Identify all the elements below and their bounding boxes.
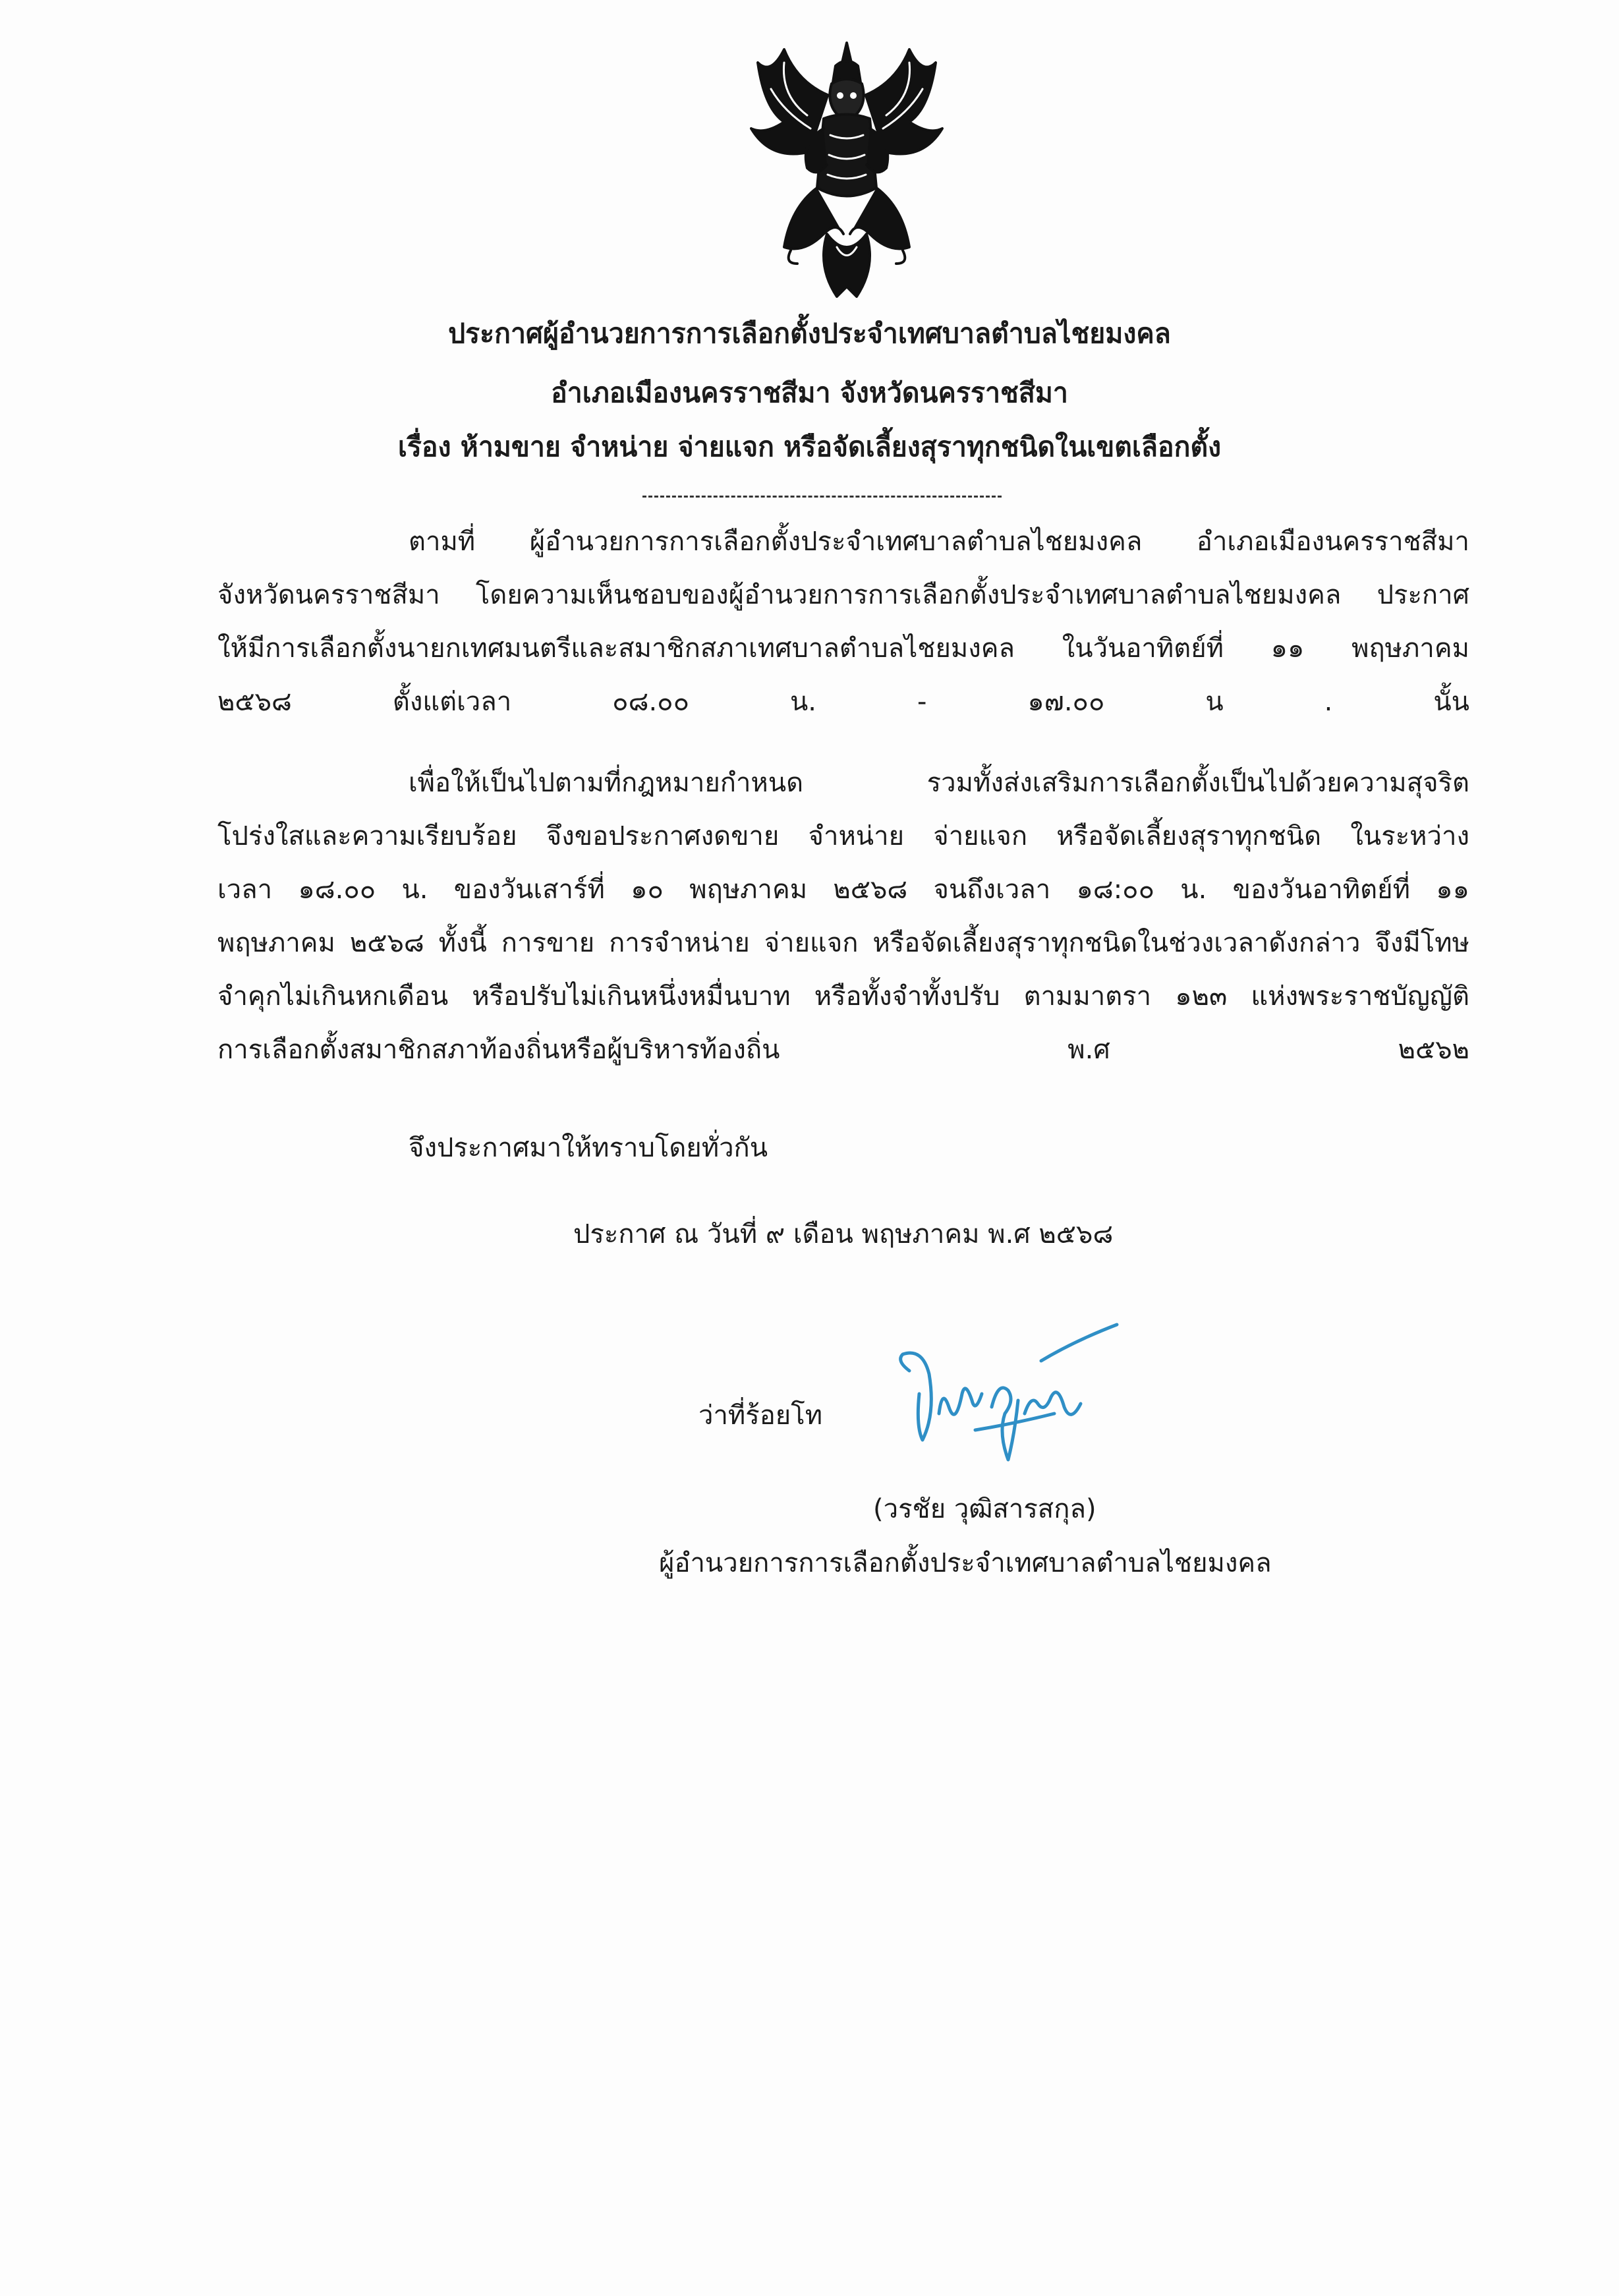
paragraph-1-line-3: ให้มีการเลือกตั้งนายกเทศมนตรีและสมาชิกสภาเทศบาลตำบลไชยมงคล ในวันอาทิตย์ที่ ๑๑ พฤษภาคม <box>217 633 1469 664</box>
paragraph-2-line-3: เวลา ๑๘.๐๐ น. ของวันเสาร์ที่ ๑๐ พฤษภาคม ๒๕๖๘ จนถึงเวลา ๑๘:๐๐ น. ของวันอาทิตย์ที่ ๑๑ <box>217 875 1470 905</box>
announcement-title: ประกาศผู้อำนวยการการเลือกตั้งประจำเทศบาลตำบลไชยมงคล <box>448 318 1171 349</box>
paragraph-1-line-4: ๒๕๖๘ ตั้งแต่เวลา ๐๘.๐๐ น. - ๑๗.๐๐ น . นั้น <box>217 687 1469 717</box>
announcement-date: ประกาศ ณ วันที่ ๙ เดือน พฤษภาคม พ.ศ ๒๕๖๘ <box>573 1219 1114 1249</box>
paragraph-2-line-4: พฤษภาคม ๒๕๖๘ ทั้งนี้ การขาย การจำหน่าย จ่ายแจก หรือจัดเลี้ยงสุราทุกชนิดในช่วงเวลาดังกล่าว จึงมีโทษ <box>217 928 1469 958</box>
paragraph-1 <box>217 515 1469 729</box>
header-divider <box>642 496 1002 498</box>
announcement-subject: เรื่อง ห้ามขาย จำหน่าย จ่ายแจก หรือจัดเลี้ยงสุราทุกชนิดในเขตเลือกตั้ง <box>397 431 1222 463</box>
paragraph-2-line-5: จำคุกไม่เกินหกเดือน หรือปรับไม่เกินหนึ่งหมื่นบาท หรือทั้งจำทั้งปรับ ตามมาตรา ๑๒๓ แห่งพระราชบัญญัติ <box>217 981 1469 1012</box>
closing-statement: จึงประกาศมาให้ทราบโดยทั่วกัน <box>409 1133 768 1163</box>
paragraph-2-line-2: โปร่งใสและความเรียบร้อย จึงขอประกาศงดขาย จำหน่าย จ่ายแจก หรือจัดเลี้ยงสุราทุกชนิด ในระหว่าง <box>217 821 1469 851</box>
paragraph-2 <box>217 757 1469 1077</box>
signatory-position: ผู้อำนวยการการเลือกตั้งประจำเทศบาลตำบลไชยมงคล <box>659 1548 1272 1578</box>
handwritten-signature <box>883 1315 1127 1486</box>
paragraph-1-line-2: จังหวัดนครราชสีมา โดยความเห็นชอบของผู้อำนวยการการเลือกตั้งประจำเทศบาลตำบลไชยมงคล ประกาศ <box>217 580 1469 610</box>
signatory-rank: ว่าที่ร้อยโท <box>698 1400 823 1431</box>
announcement-district: อำเภอเมืองนครราชสีมา จังหวัดนครราชสีมา <box>551 377 1068 409</box>
paragraph-2-line-1: เพื่อให้เป็นไปตามที่กฎหมายกำหนด รวมทั้งส่งเสริมการเลือกตั้งเป็นไปด้วยความสุจริต <box>409 768 1469 798</box>
paragraph-1-line-1: ตามที่ ผู้อำนวยการการเลือกตั้งประจำเทศบาลตำบลไชยมงคล อำเภอเมืองนครราชสีมา <box>409 527 1469 557</box>
garuda-emblem-icon <box>745 36 949 306</box>
paragraph-2-line-6: การเลือกตั้งสมาชิกสภาท้องถิ่นหรือผู้บริหารท้องถิ่น พ.ศ ๒๕๖๒ <box>217 1035 1469 1065</box>
signatory-name: (วรชัย วุฒิสารสกุล) <box>873 1494 1096 1524</box>
